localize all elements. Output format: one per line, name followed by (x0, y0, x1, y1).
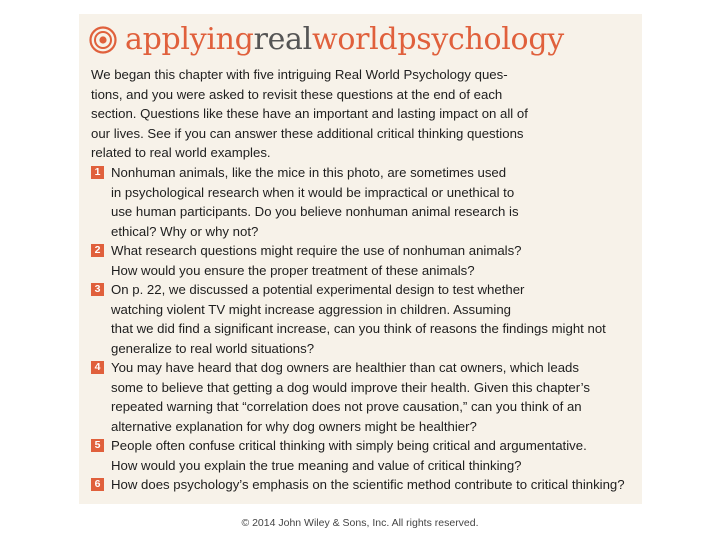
intro-line: We began this chapter with five intriguing Real World Psychology ques- (91, 67, 508, 82)
question-text (111, 163, 519, 241)
intro-line: related to real world examples. (91, 145, 271, 160)
question-text (111, 358, 590, 436)
question-item (91, 280, 637, 358)
question-item (91, 475, 637, 495)
textbook-panel (79, 14, 642, 504)
question-line: watching violent TV might increase aggression in children. Assuming (111, 301, 511, 317)
question-text (111, 241, 522, 280)
intro-line: section. Questions like these have an important and lasting impact on all of (91, 106, 528, 121)
question-line: alternative explanation for why dog owners might be healthier? (111, 418, 477, 434)
question-line: You may have heard that dog owners are healthier than cat owners, which leads (111, 360, 579, 375)
question-line: How would you ensure the proper treatment of these animals? (111, 262, 475, 278)
question-line: generalize to real world situations? (111, 340, 315, 356)
feature-title-applying: applying (125, 22, 254, 57)
question-text (111, 280, 606, 358)
question-text (111, 475, 625, 495)
question-list (91, 163, 637, 495)
question-line: People often confuse critical thinking with simply being critical and argumentative. (111, 438, 587, 453)
question-line: How would you explain the true meaning and value of critical thinking? (111, 457, 522, 473)
question-number-badge: 2 (91, 244, 104, 257)
question-line: that we did find a significant increase, can you think of reasons the findings might not (111, 321, 606, 336)
question-number-badge: 6 (91, 478, 104, 491)
question-line: some to believe that getting a dog would improve their health. Given this chapter’s (111, 379, 590, 395)
question-line: ethical? Why or why not? (111, 223, 259, 239)
question-item (91, 241, 637, 280)
question-number-badge: 3 (91, 283, 104, 296)
target-icon (89, 26, 117, 54)
question-line: What research questions might require the use of nonhuman animals? (111, 243, 522, 258)
intro-paragraph (91, 65, 631, 163)
question-line: On p. 22, we discussed a potential experimental design to test whether (111, 282, 525, 297)
question-number-badge: 4 (91, 361, 104, 374)
intro-line: our lives. See if you can answer these additional critical thinking questions (91, 125, 524, 141)
feature-header (89, 18, 564, 62)
feature-title (125, 22, 564, 57)
question-line: in psychological research when it would be impractical or unethical to (111, 184, 515, 200)
question-number-badge: 1 (91, 166, 104, 179)
question-number-badge: 5 (91, 439, 104, 452)
question-line: How does psychology’s emphasis on the scientific method contribute to critical thinking? (111, 477, 625, 492)
question-line: use human participants. Do you believe nonhuman animal research is (111, 204, 519, 219)
question-text (111, 436, 587, 475)
question-item (91, 163, 637, 241)
intro-line: tions, and you were asked to revisit these questions at the end of each (91, 86, 503, 102)
feature-title-worldpsychology: worldpsychology (311, 22, 564, 57)
copyright-footer: © 2014 John Wiley & Sons, Inc. All rights reserved. (241, 517, 479, 529)
question-line: repeated warning that “correlation does not prove causation,” can you think of an (111, 399, 582, 414)
question-item (91, 358, 637, 436)
question-line: Nonhuman animals, like the mice in this photo, are sometimes used (111, 165, 507, 180)
feature-title-real: real (253, 22, 312, 57)
question-item (91, 436, 637, 475)
